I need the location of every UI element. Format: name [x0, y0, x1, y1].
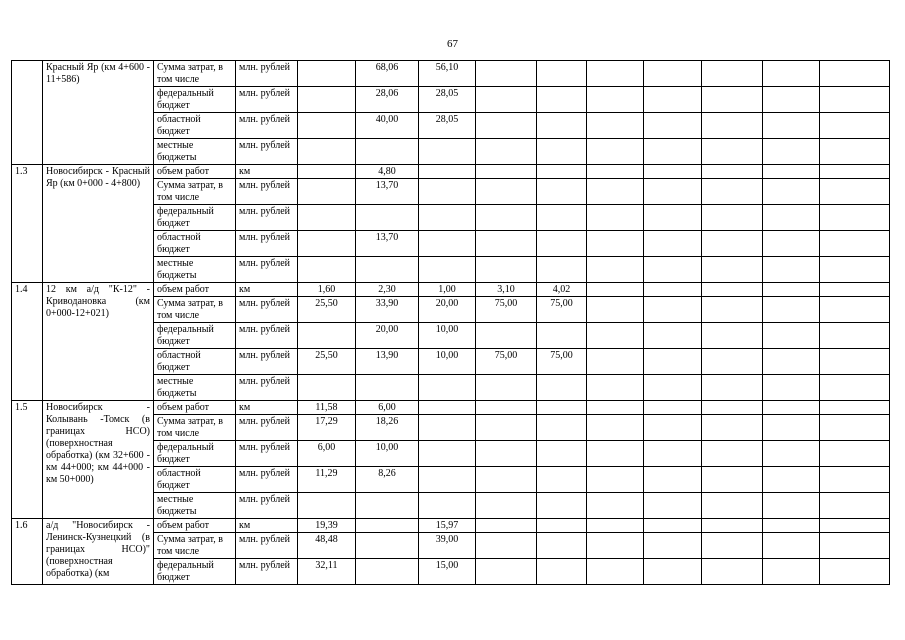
- value-cell: [476, 401, 537, 415]
- value-cell: [587, 559, 644, 585]
- value-cell: [763, 297, 820, 323]
- value-cell: [820, 205, 890, 231]
- value-cell: [702, 283, 763, 297]
- value-cell: [702, 441, 763, 467]
- indicator-cell: объем работ: [154, 165, 236, 179]
- value-cell: [820, 87, 890, 113]
- value-cell: [702, 61, 763, 87]
- unit-cell: млн. рублей: [236, 257, 298, 283]
- value-cell: [763, 559, 820, 585]
- value-cell: [644, 415, 702, 441]
- value-cell: [587, 283, 644, 297]
- value-cell: [587, 441, 644, 467]
- value-cell: [763, 533, 820, 559]
- value-cell: [820, 283, 890, 297]
- value-cell: [644, 257, 702, 283]
- value-cell: [537, 205, 587, 231]
- value-cell: 4,02: [537, 283, 587, 297]
- value-cell: [476, 257, 537, 283]
- value-cell: [419, 231, 476, 257]
- value-cell: 1,00: [419, 283, 476, 297]
- value-cell: [763, 257, 820, 283]
- unit-cell: млн. рублей: [236, 493, 298, 519]
- value-cell: [763, 323, 820, 349]
- indicator-cell: Сумма затрат, в том числе: [154, 297, 236, 323]
- indicator-cell: областной бюджет: [154, 349, 236, 375]
- value-cell: [763, 519, 820, 533]
- value-cell: [419, 139, 476, 165]
- value-cell: [419, 375, 476, 401]
- value-cell: 75,00: [476, 349, 537, 375]
- value-cell: [702, 113, 763, 139]
- value-cell: 20,00: [356, 323, 419, 349]
- indicator-cell: объем работ: [154, 283, 236, 297]
- value-cell: 56,10: [419, 61, 476, 87]
- unit-cell: млн. рублей: [236, 375, 298, 401]
- value-cell: [476, 559, 537, 585]
- value-cell: [702, 87, 763, 113]
- value-cell: [763, 205, 820, 231]
- value-cell: [820, 441, 890, 467]
- value-cell: [298, 205, 356, 231]
- value-cell: [587, 297, 644, 323]
- value-cell: [702, 165, 763, 179]
- value-cell: [644, 205, 702, 231]
- value-cell: [476, 467, 537, 493]
- value-cell: [419, 179, 476, 205]
- section-name: Новосибирск - Колывань -Томск (в границах НСО) (поверхностная обработка) (км 32+600 - км 44+000; км 44+000 - км 50+000): [43, 401, 154, 519]
- value-cell: [644, 441, 702, 467]
- value-cell: [587, 519, 644, 533]
- value-cell: [820, 113, 890, 139]
- value-cell: [644, 467, 702, 493]
- value-cell: 28,05: [419, 87, 476, 113]
- value-cell: 6,00: [298, 441, 356, 467]
- value-cell: [419, 257, 476, 283]
- value-cell: 33,90: [356, 297, 419, 323]
- value-cell: [702, 297, 763, 323]
- value-cell: [644, 401, 702, 415]
- indicator-cell: областной бюджет: [154, 113, 236, 139]
- unit-cell: млн. рублей: [236, 87, 298, 113]
- value-cell: 13,90: [356, 349, 419, 375]
- value-cell: 28,06: [356, 87, 419, 113]
- value-cell: 39,00: [419, 533, 476, 559]
- indicator-cell: федеральный бюджет: [154, 323, 236, 349]
- value-cell: [702, 401, 763, 415]
- value-cell: [476, 113, 537, 139]
- indicator-cell: объем работ: [154, 519, 236, 533]
- table-row: [12, 61, 890, 87]
- value-cell: 13,70: [356, 179, 419, 205]
- unit-cell: млн. рублей: [236, 415, 298, 441]
- section-number: 1.4: [12, 283, 43, 401]
- value-cell: [763, 283, 820, 297]
- unit-cell: млн. рублей: [236, 231, 298, 257]
- value-cell: [587, 401, 644, 415]
- value-cell: 48,48: [298, 533, 356, 559]
- value-cell: [644, 323, 702, 349]
- value-cell: 28,05: [419, 113, 476, 139]
- unit-cell: млн. рублей: [236, 441, 298, 467]
- value-cell: [763, 231, 820, 257]
- value-cell: 2,30: [356, 283, 419, 297]
- unit-cell: км: [236, 283, 298, 297]
- value-cell: [356, 139, 419, 165]
- value-cell: [537, 323, 587, 349]
- value-cell: [537, 533, 587, 559]
- value-cell: [537, 493, 587, 519]
- value-cell: [820, 467, 890, 493]
- value-cell: [476, 87, 537, 113]
- value-cell: 75,00: [537, 349, 587, 375]
- value-cell: [702, 375, 763, 401]
- section-name: а/д "Новосибирск - Ленинск-Кузнецкий (в границах НСО)" (поверхностная обработка) (км: [43, 519, 154, 585]
- value-cell: 13,70: [356, 231, 419, 257]
- value-cell: [644, 139, 702, 165]
- value-cell: 3,10: [476, 283, 537, 297]
- value-cell: [763, 375, 820, 401]
- value-cell: [537, 401, 587, 415]
- value-cell: [702, 231, 763, 257]
- value-cell: 11,58: [298, 401, 356, 415]
- value-cell: [356, 493, 419, 519]
- value-cell: [476, 519, 537, 533]
- value-cell: [702, 323, 763, 349]
- value-cell: [820, 349, 890, 375]
- value-cell: [587, 165, 644, 179]
- value-cell: [702, 467, 763, 493]
- unit-cell: млн. рублей: [236, 61, 298, 87]
- value-cell: [587, 205, 644, 231]
- value-cell: 15,97: [419, 519, 476, 533]
- value-cell: [587, 179, 644, 205]
- value-cell: [419, 165, 476, 179]
- value-cell: [644, 113, 702, 139]
- value-cell: [587, 375, 644, 401]
- indicator-cell: федеральный бюджет: [154, 441, 236, 467]
- value-cell: 20,00: [419, 297, 476, 323]
- value-cell: [356, 559, 419, 585]
- indicator-cell: областной бюджет: [154, 231, 236, 257]
- value-cell: [356, 519, 419, 533]
- value-cell: [476, 415, 537, 441]
- unit-cell: км: [236, 401, 298, 415]
- value-cell: [298, 493, 356, 519]
- value-cell: [298, 179, 356, 205]
- value-cell: [763, 139, 820, 165]
- value-cell: [820, 179, 890, 205]
- value-cell: [298, 139, 356, 165]
- value-cell: [763, 87, 820, 113]
- unit-cell: млн. рублей: [236, 323, 298, 349]
- value-cell: [820, 323, 890, 349]
- value-cell: [820, 375, 890, 401]
- value-cell: [476, 231, 537, 257]
- section-number: 1.5: [12, 401, 43, 519]
- indicator-cell: объем работ: [154, 401, 236, 415]
- value-cell: [587, 113, 644, 139]
- value-cell: [476, 493, 537, 519]
- value-cell: [419, 467, 476, 493]
- value-cell: [537, 441, 587, 467]
- budget-table: [11, 60, 890, 585]
- value-cell: [702, 205, 763, 231]
- unit-cell: млн. рублей: [236, 559, 298, 585]
- value-cell: [763, 441, 820, 467]
- value-cell: [820, 493, 890, 519]
- indicator-cell: местные бюджеты: [154, 139, 236, 165]
- value-cell: [820, 519, 890, 533]
- indicator-cell: Сумма затрат, в том числе: [154, 533, 236, 559]
- value-cell: [644, 375, 702, 401]
- value-cell: [587, 349, 644, 375]
- value-cell: 10,00: [419, 349, 476, 375]
- value-cell: [587, 87, 644, 113]
- value-cell: [419, 415, 476, 441]
- value-cell: [298, 113, 356, 139]
- value-cell: [476, 441, 537, 467]
- value-cell: [298, 165, 356, 179]
- value-cell: [537, 113, 587, 139]
- section-name: 12 км а/д "К-12" - Криводановка (км 0+000-12+021): [43, 283, 154, 401]
- unit-cell: млн. рублей: [236, 113, 298, 139]
- value-cell: [702, 257, 763, 283]
- value-cell: [419, 493, 476, 519]
- value-cell: 25,50: [298, 349, 356, 375]
- unit-cell: млн. рублей: [236, 467, 298, 493]
- value-cell: [298, 231, 356, 257]
- unit-cell: млн. рублей: [236, 205, 298, 231]
- value-cell: [702, 519, 763, 533]
- unit-cell: км: [236, 165, 298, 179]
- value-cell: 1,60: [298, 283, 356, 297]
- value-cell: 4,80: [356, 165, 419, 179]
- value-cell: [537, 61, 587, 87]
- indicator-cell: местные бюджеты: [154, 493, 236, 519]
- value-cell: [356, 257, 419, 283]
- page-number: 67: [447, 38, 458, 50]
- value-cell: [702, 533, 763, 559]
- value-cell: [644, 283, 702, 297]
- value-cell: [298, 257, 356, 283]
- value-cell: [537, 467, 587, 493]
- value-cell: 25,50: [298, 297, 356, 323]
- value-cell: [763, 493, 820, 519]
- table-row: [12, 165, 890, 179]
- value-cell: [644, 297, 702, 323]
- value-cell: [644, 61, 702, 87]
- value-cell: [419, 401, 476, 415]
- indicator-cell: местные бюджеты: [154, 375, 236, 401]
- table-row: [12, 519, 890, 533]
- value-cell: [644, 519, 702, 533]
- value-cell: 15,00: [419, 559, 476, 585]
- value-cell: [537, 179, 587, 205]
- value-cell: [702, 139, 763, 165]
- value-cell: [702, 179, 763, 205]
- value-cell: [820, 165, 890, 179]
- unit-cell: млн. рублей: [236, 297, 298, 323]
- indicator-cell: Сумма затрат, в том числе: [154, 61, 236, 87]
- unit-cell: млн. рублей: [236, 349, 298, 375]
- value-cell: [587, 231, 644, 257]
- section-number: 1.6: [12, 519, 43, 585]
- value-cell: [298, 375, 356, 401]
- section-number: 1.3: [12, 165, 43, 283]
- value-cell: [476, 139, 537, 165]
- value-cell: [644, 179, 702, 205]
- value-cell: [537, 415, 587, 441]
- indicator-cell: Сумма затрат, в том числе: [154, 415, 236, 441]
- section-name: Новосибирск - Красный Яр (км 0+000 - 4+800): [43, 165, 154, 283]
- value-cell: [763, 415, 820, 441]
- value-cell: 75,00: [476, 297, 537, 323]
- value-cell: 75,00: [537, 297, 587, 323]
- value-cell: [820, 533, 890, 559]
- indicator-cell: местные бюджеты: [154, 257, 236, 283]
- value-cell: [476, 533, 537, 559]
- section-number: [12, 61, 43, 165]
- value-cell: [763, 113, 820, 139]
- value-cell: [587, 257, 644, 283]
- value-cell: 40,00: [356, 113, 419, 139]
- value-cell: [587, 493, 644, 519]
- value-cell: [537, 87, 587, 113]
- unit-cell: млн. рублей: [236, 139, 298, 165]
- value-cell: [587, 415, 644, 441]
- value-cell: 68,06: [356, 61, 419, 87]
- value-cell: [537, 375, 587, 401]
- value-cell: [763, 349, 820, 375]
- value-cell: [763, 165, 820, 179]
- value-cell: [702, 493, 763, 519]
- value-cell: 11,29: [298, 467, 356, 493]
- value-cell: [476, 323, 537, 349]
- value-cell: [476, 165, 537, 179]
- table-row: [12, 401, 890, 415]
- value-cell: [537, 257, 587, 283]
- value-cell: [537, 231, 587, 257]
- value-cell: [820, 415, 890, 441]
- value-cell: [476, 61, 537, 87]
- value-cell: [419, 205, 476, 231]
- value-cell: [820, 61, 890, 87]
- value-cell: 32,11: [298, 559, 356, 585]
- unit-cell: млн. рублей: [236, 533, 298, 559]
- value-cell: [763, 467, 820, 493]
- unit-cell: км: [236, 519, 298, 533]
- value-cell: [702, 349, 763, 375]
- section-name: Красный Яр (км 4+600 - 11+586): [43, 61, 154, 165]
- value-cell: [644, 533, 702, 559]
- value-cell: [763, 401, 820, 415]
- value-cell: [820, 401, 890, 415]
- value-cell: [820, 297, 890, 323]
- value-cell: [644, 559, 702, 585]
- value-cell: [476, 205, 537, 231]
- value-cell: [298, 323, 356, 349]
- indicator-cell: Сумма затрат, в том числе: [154, 179, 236, 205]
- value-cell: [820, 559, 890, 585]
- value-cell: 10,00: [356, 441, 419, 467]
- value-cell: 10,00: [419, 323, 476, 349]
- value-cell: [537, 165, 587, 179]
- value-cell: 8,26: [356, 467, 419, 493]
- value-cell: [356, 205, 419, 231]
- value-cell: [820, 231, 890, 257]
- value-cell: [763, 179, 820, 205]
- value-cell: [356, 375, 419, 401]
- value-cell: [763, 61, 820, 87]
- indicator-cell: федеральный бюджет: [154, 559, 236, 585]
- value-cell: [537, 139, 587, 165]
- value-cell: [537, 519, 587, 533]
- value-cell: [476, 179, 537, 205]
- value-cell: [820, 139, 890, 165]
- table-row: [12, 283, 890, 297]
- value-cell: [702, 559, 763, 585]
- value-cell: 6,00: [356, 401, 419, 415]
- value-cell: [644, 87, 702, 113]
- indicator-cell: областной бюджет: [154, 467, 236, 493]
- value-cell: [702, 415, 763, 441]
- value-cell: [298, 87, 356, 113]
- value-cell: [587, 533, 644, 559]
- value-cell: [820, 257, 890, 283]
- value-cell: [644, 349, 702, 375]
- unit-cell: млн. рублей: [236, 179, 298, 205]
- value-cell: 17,29: [298, 415, 356, 441]
- value-cell: [356, 533, 419, 559]
- value-cell: [587, 467, 644, 493]
- value-cell: 19,39: [298, 519, 356, 533]
- indicator-cell: федеральный бюджет: [154, 205, 236, 231]
- value-cell: [587, 323, 644, 349]
- value-cell: [587, 139, 644, 165]
- value-cell: 18,26: [356, 415, 419, 441]
- value-cell: [644, 493, 702, 519]
- value-cell: [537, 559, 587, 585]
- value-cell: [644, 165, 702, 179]
- value-cell: [476, 375, 537, 401]
- value-cell: [587, 61, 644, 87]
- value-cell: [298, 61, 356, 87]
- value-cell: [644, 231, 702, 257]
- indicator-cell: федеральный бюджет: [154, 87, 236, 113]
- value-cell: [419, 441, 476, 467]
